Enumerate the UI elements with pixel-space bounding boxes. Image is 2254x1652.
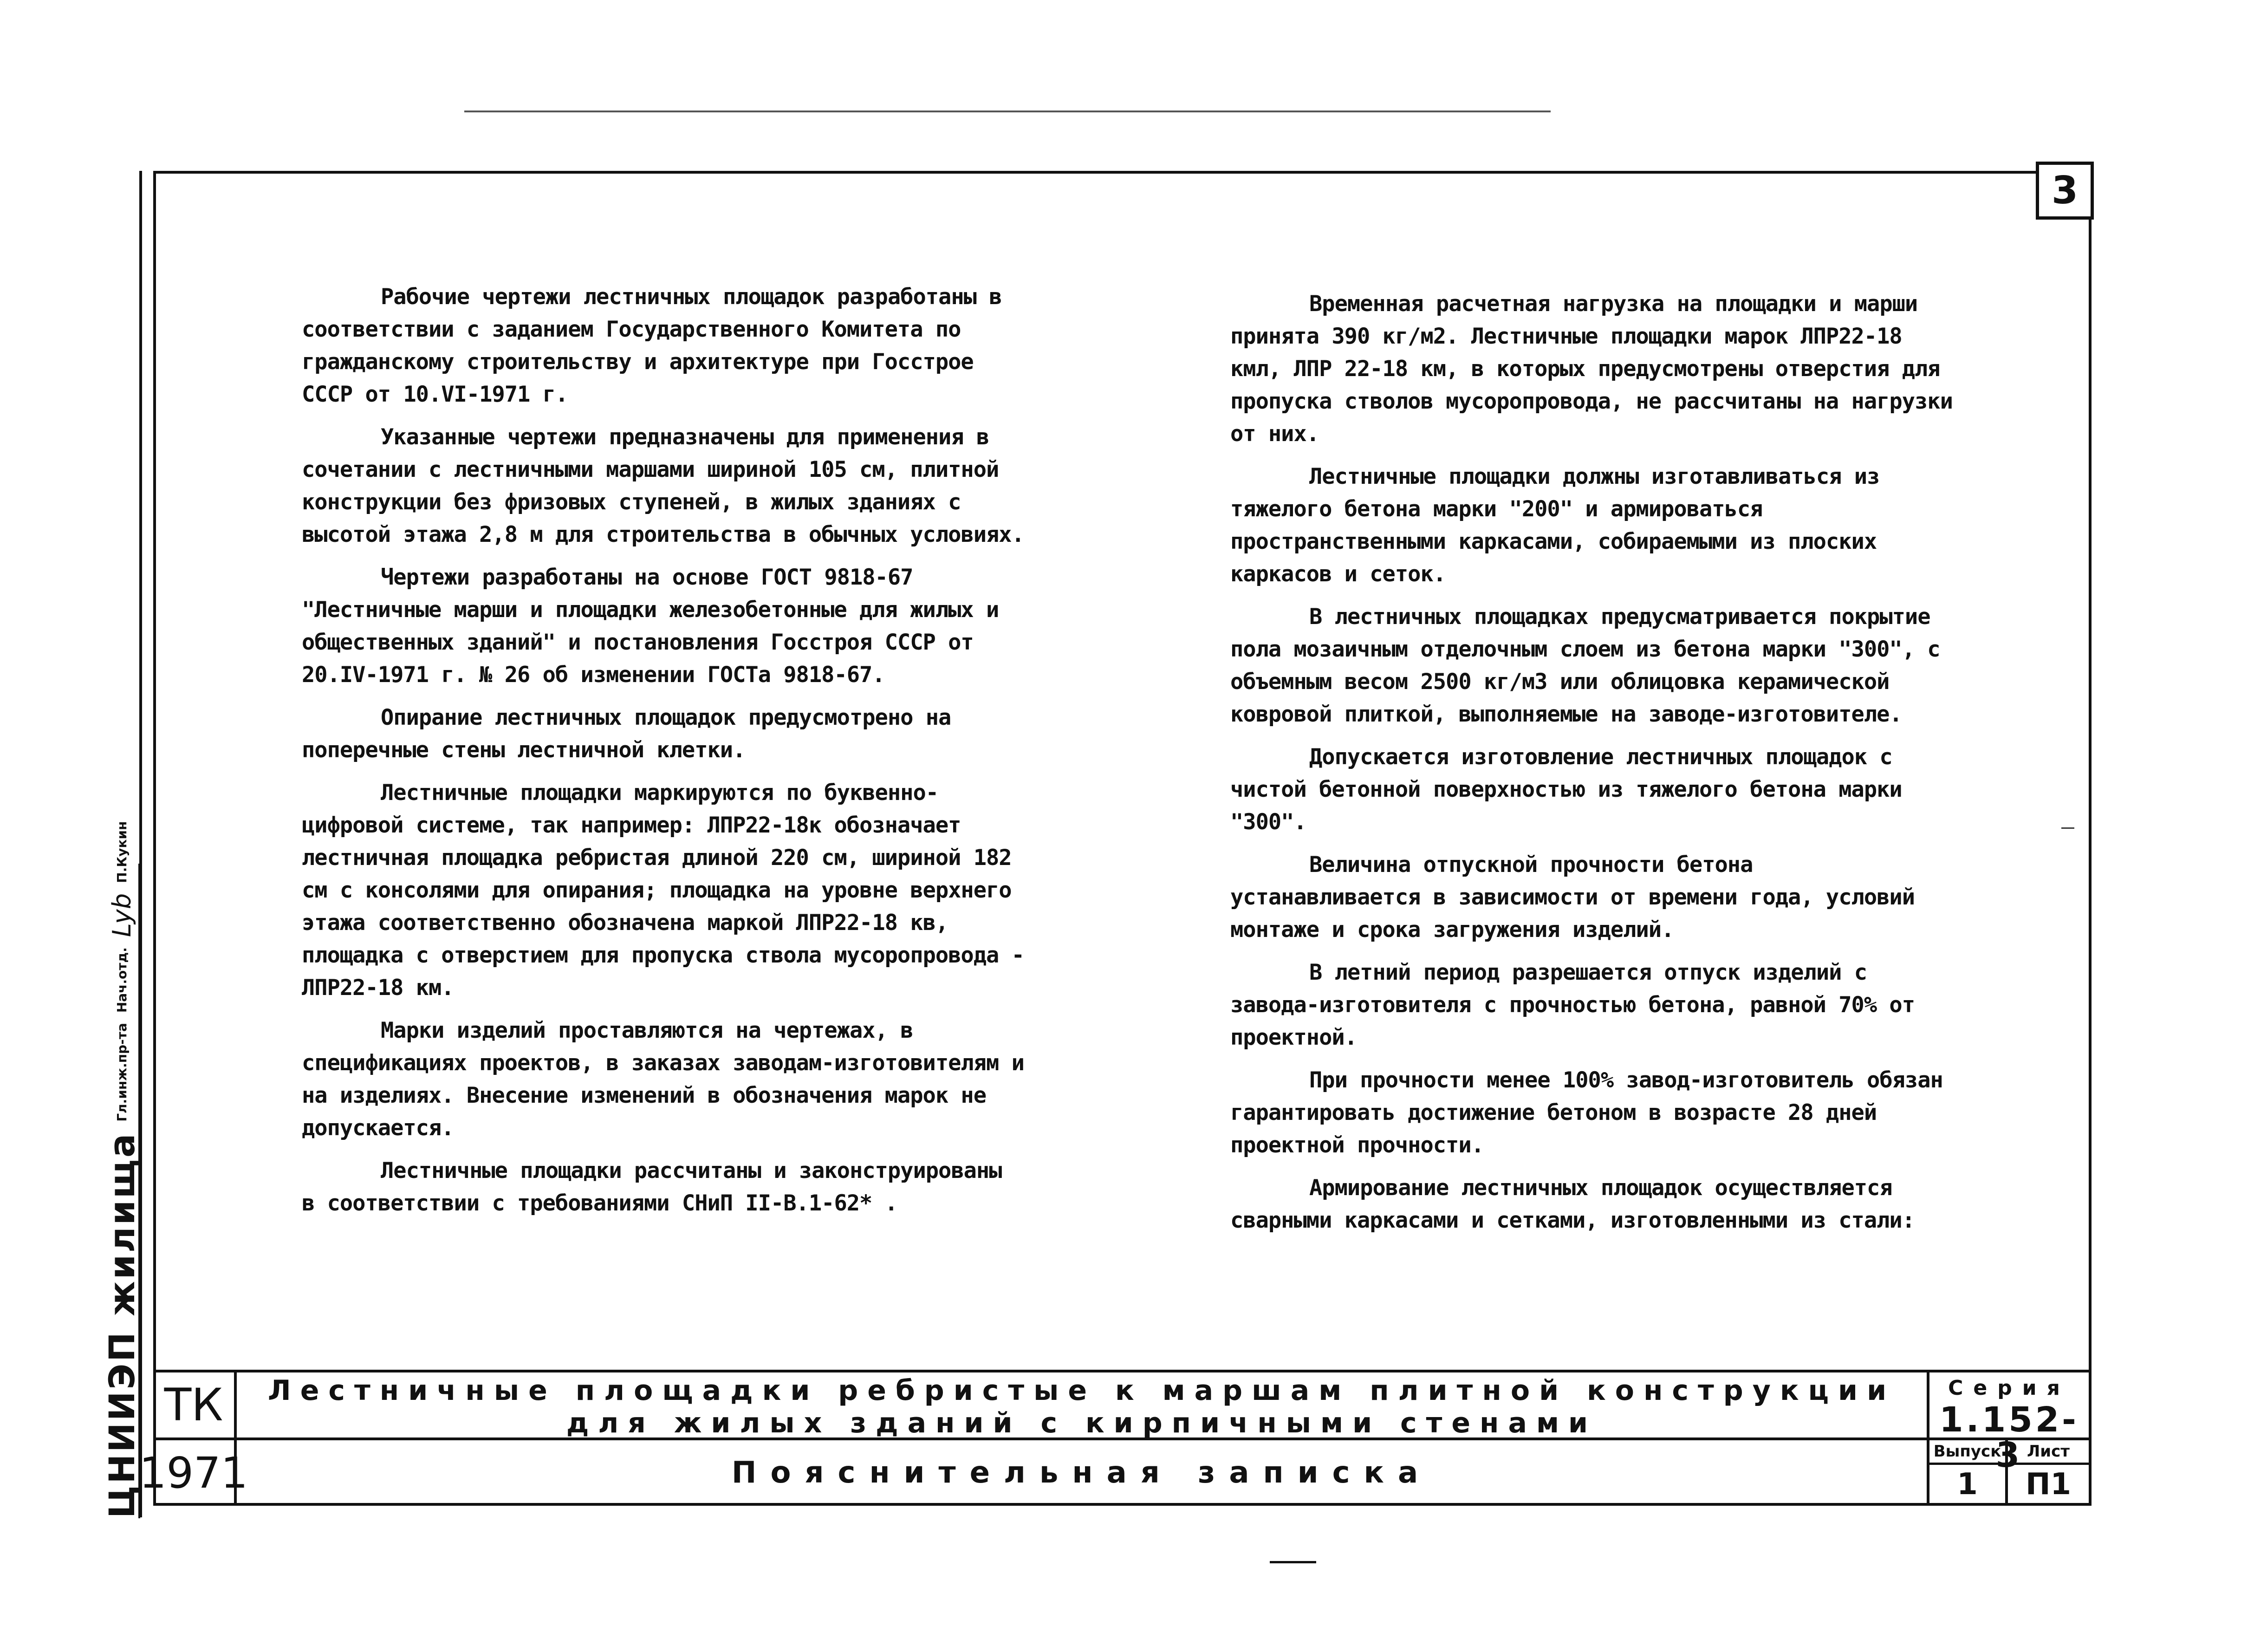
- margin-mark: [2061, 827, 2074, 829]
- issue-value: 1: [1957, 1467, 1978, 1502]
- paragraph: Чертежи разработаны на основе ГОСТ 9818-67 "Лестничные марши и площадки железобетонные для жилых и общественных зданий" и постановления Госстроя СССР от 20.IV-1971 г. № 26 об изменении ГОСТа 9818-67.: [302, 565, 999, 688]
- issue-cell: [1927, 1440, 2008, 1506]
- paragraph: Лестничные площадки рассчитаны и законструированы в соответствии с требованиями СНиП II-В.1-62* .: [302, 1158, 1002, 1216]
- paragraph: Величина отпускной прочности бетона устанавливается в зависимости от времени года, условий монтаже и срока загружения изделий.: [1230, 852, 1915, 943]
- paragraph: Лестничные площадки должны изготавливаться из тяжелого бетона марки "200" и армироваться пространственными каркасами, собираемыми из плоских каркасов и сеток.: [1230, 464, 1880, 587]
- series-value: 1.152-3: [1939, 1400, 2079, 1475]
- paragraph: Лестничные площадки маркируются по буквенно-цифровой системе, так например: ЛПР22-18к обозначает лестничная площадка ребристая длиной 220 см, шириной 182 см с консолями для опирания; площадка на уровне верхнего этажа соответственно обозначена маркой ЛПР22-18 кв, площадка с отверстием для пропуска ствола мусоропровода - ЛПР22-18 км.: [302, 780, 1024, 1001]
- stamp-organization: ЦНИИЭП жилища: [101, 1132, 143, 1518]
- title-line-1: Лестничные площадки ребристые к маршам плитной конструкции: [267, 1374, 1896, 1407]
- paragraph: Рабочие чертежи лестничных площадок разработаны в соответствии с заданием Государственного Комитета по гражданскому строительству и архитектуре при Госстрое СССР от 10.VI-1971 г.: [302, 284, 1002, 407]
- left-text-column: [302, 281, 1026, 1230]
- top-border-line: [464, 111, 1551, 112]
- stamp-signature: Lyb: [107, 893, 136, 937]
- paragraph: Марки изделий проставляются на чертежах, в спецификациях проектов, в заказах заводам-изготовителям и на изделиях. Внесение изменений в обозначения марок не допускается.: [302, 1018, 1024, 1141]
- paragraph: В летний период разрешается отпуск изделий с завода-изготовителя с прочностью бетона, равной 70% от проектной.: [1230, 960, 1915, 1050]
- bottom-mark: [1270, 1561, 1316, 1563]
- sheet-value: П1: [2025, 1467, 2072, 1502]
- sheet-label: Лист: [2008, 1440, 2089, 1465]
- sheet-number-box: 3: [2036, 162, 2094, 220]
- paragraph: В лестничных площадках предусматривается покрытие пола мозаичным отделочным слоем из бетона марки "300", с объемным весом 2500 кг/м3 или облицовка керамической ковровой плиткой, выполняемые на заводе-изготовителе.: [1230, 604, 1940, 727]
- year: 1971: [153, 1440, 237, 1506]
- title-block: [139, 1370, 2092, 1506]
- paragraph: При прочности менее 100% завод-изготовитель обязан гарантировать достижение бетоном в возрасте 28 дней проектной прочности.: [1230, 1067, 1943, 1158]
- paragraph: Армирование лестничных площадок осуществляется сварными каркасами и сетками, изготовленными из стали:: [1230, 1175, 1915, 1233]
- issue-label: Выпуск: [1929, 1440, 2005, 1465]
- sheet-cell: [2008, 1440, 2089, 1506]
- paragraph: Опирание лестничных площадок предусмотрено на поперечные стены лестничной клетки.: [302, 705, 951, 763]
- side-approval-stamp: [101, 821, 143, 1518]
- paragraph: Допускается изготовление лестничных площадок с чистой бетонной поверхностью из тяжелого бетона марки "300".: [1230, 744, 1902, 835]
- document-subtitle: Пояснительная записка: [731, 1456, 1432, 1490]
- org-code: ТК: [153, 1372, 237, 1440]
- stamp-row-1: Гл.инж.пр-та: [114, 1023, 130, 1122]
- title-line-2: для жилых зданий с кирпичными стенами: [566, 1407, 1598, 1439]
- document-title: [237, 1372, 1927, 1440]
- paragraph: Указанные чертежи предназначены для применения в сочетании с лестничными маршами шириной 105 см, плитной конструкции без фризовых ступеней, в жилых зданиях с высотой этажа 2,8 м для строительства в обычных условиях.: [302, 424, 1024, 547]
- stamp-row-2: Нач.отд.: [114, 947, 130, 1013]
- paragraph: Временная расчетная нагрузка на площадки и марши принята 390 кг/м2. Лестничные площадки марок ЛПР22-18 кмл, ЛПР 22-18 км, в которых предусмотрены отверстия для пропуска стволов мусоропровода, не рассчитаны на нагрузки от них.: [1230, 291, 1953, 447]
- right-text-column: [1230, 288, 1955, 1247]
- stamp-name: П.Кукин: [114, 821, 130, 883]
- series-label: Серия: [1948, 1376, 2070, 1400]
- side-stamp-text: [101, 821, 143, 1518]
